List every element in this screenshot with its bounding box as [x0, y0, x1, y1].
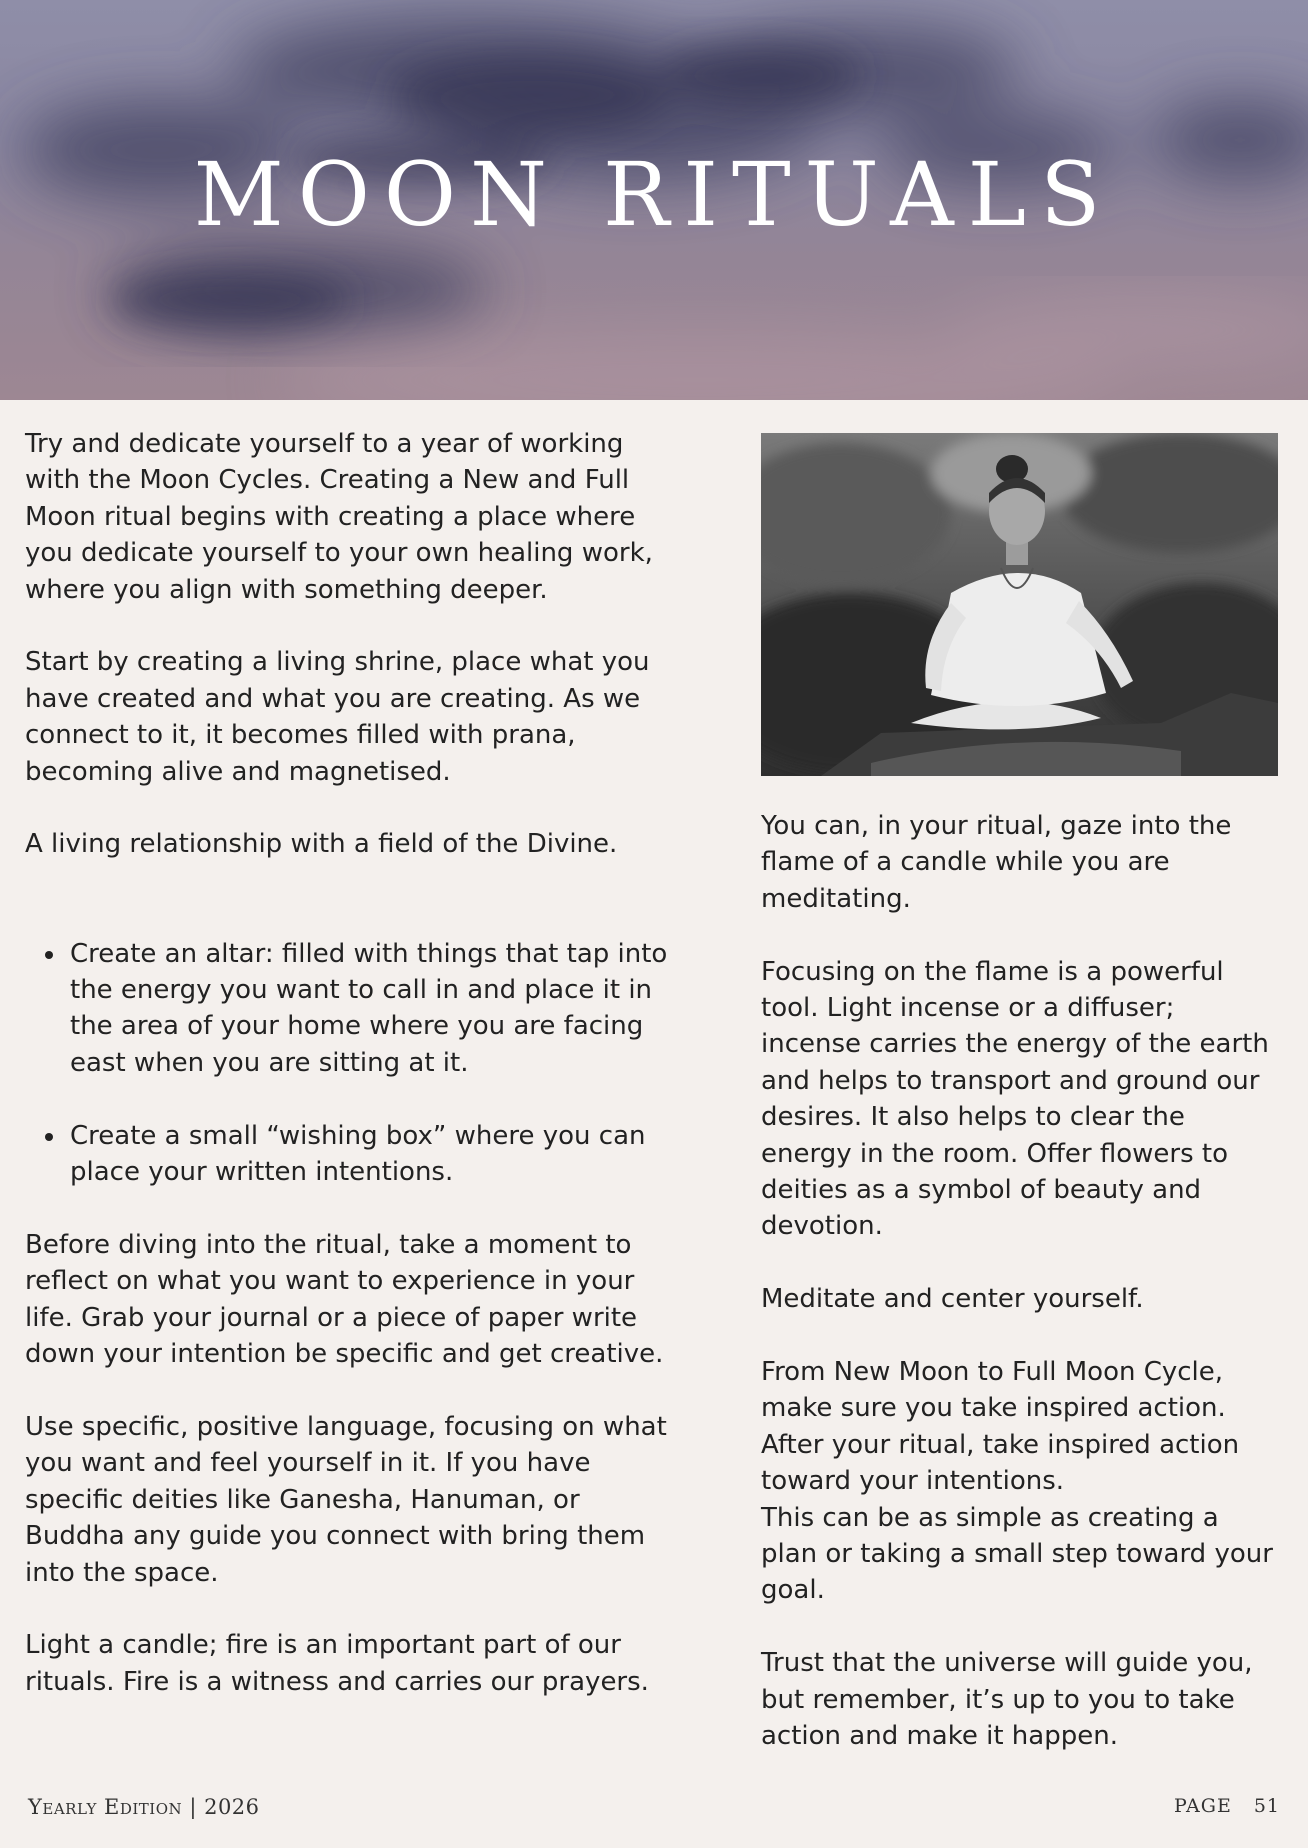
paragraph: Meditate and center yourself. [761, 1284, 1144, 1315]
edition-label: Yearly Edition | 2026 [28, 1795, 260, 1819]
paragraph: Try and dedicate yourself to a year of working with the Moon Cycles. Creating a New and Full Moon ritual begins with creating a place where you dedicate yourself to your own healing work, where you align with something deeper. [25, 429, 653, 605]
meditation-photo [761, 433, 1278, 776]
paragraph: You can, in your ritual, gaze into the flame of a candle while you are meditating. [761, 811, 1232, 914]
left-column [25, 426, 685, 1700]
page-number: 51 [1253, 1795, 1280, 1817]
paragraph: Before diving into the ritual, take a moment to reflect on what you want to experience in your life. Grab your journal or a piece of paper write down your intention be specific and get creative. [25, 1229, 664, 1370]
paragraph: Start by creating a living shrine, place what you have created and what you are creating. As we connect to it, it becomes filled with prana, becoming alive and magnetised. [25, 647, 650, 787]
page-indicator [1174, 1795, 1280, 1817]
page-title: MOON RITUALS [193, 142, 1115, 246]
paragraph: Focusing on the flame is a powerful tool. Light incense or a diffuser; incense carries the energy of the earth and helps to transport and ground our desires. It also helps to clear the energy in the room. Offer flowers to deities as a symbol of beauty and devotion. [761, 956, 1269, 1242]
paragraph: A living relationship with a field of the Divine. [25, 829, 618, 860]
list-item: Create an altar: filled with things that tap into the energy you want to call in and place it in the area of your home where you are facing east when you are sitting at it. [25, 936, 685, 1082]
paragraph: This can be as simple as creating a plan or taking a small step toward your goal. [761, 1502, 1273, 1606]
paragraph: Use specific, positive language, focusing on what you want and feel yourself in it. If you have specific deities like Ganesha, Hanuman, or Buddha any guide you connect with bring them into the space. [25, 1411, 667, 1588]
list-item: Create a small “wishing box” where you can place your written intentions. [25, 1118, 685, 1191]
hero-banner [0, 0, 1308, 400]
paragraph: Trust that the universe will guide you, but remember, it’s up to you to take action and make it happen. [761, 1648, 1253, 1752]
meditating-woman-image [761, 433, 1278, 776]
page-label: PAGE [1174, 1795, 1232, 1817]
paragraph: Light a candle; fire is an important part of our rituals. Fire is a witness and carries our prayers. [25, 1630, 649, 1697]
paragraph: From New Moon to Full Moon Cycle, make sure you take inspired action. After your ritual, take inspired action toward your intentions. [761, 1357, 1240, 1497]
right-column [761, 808, 1281, 1755]
bullet-list [25, 936, 685, 1191]
